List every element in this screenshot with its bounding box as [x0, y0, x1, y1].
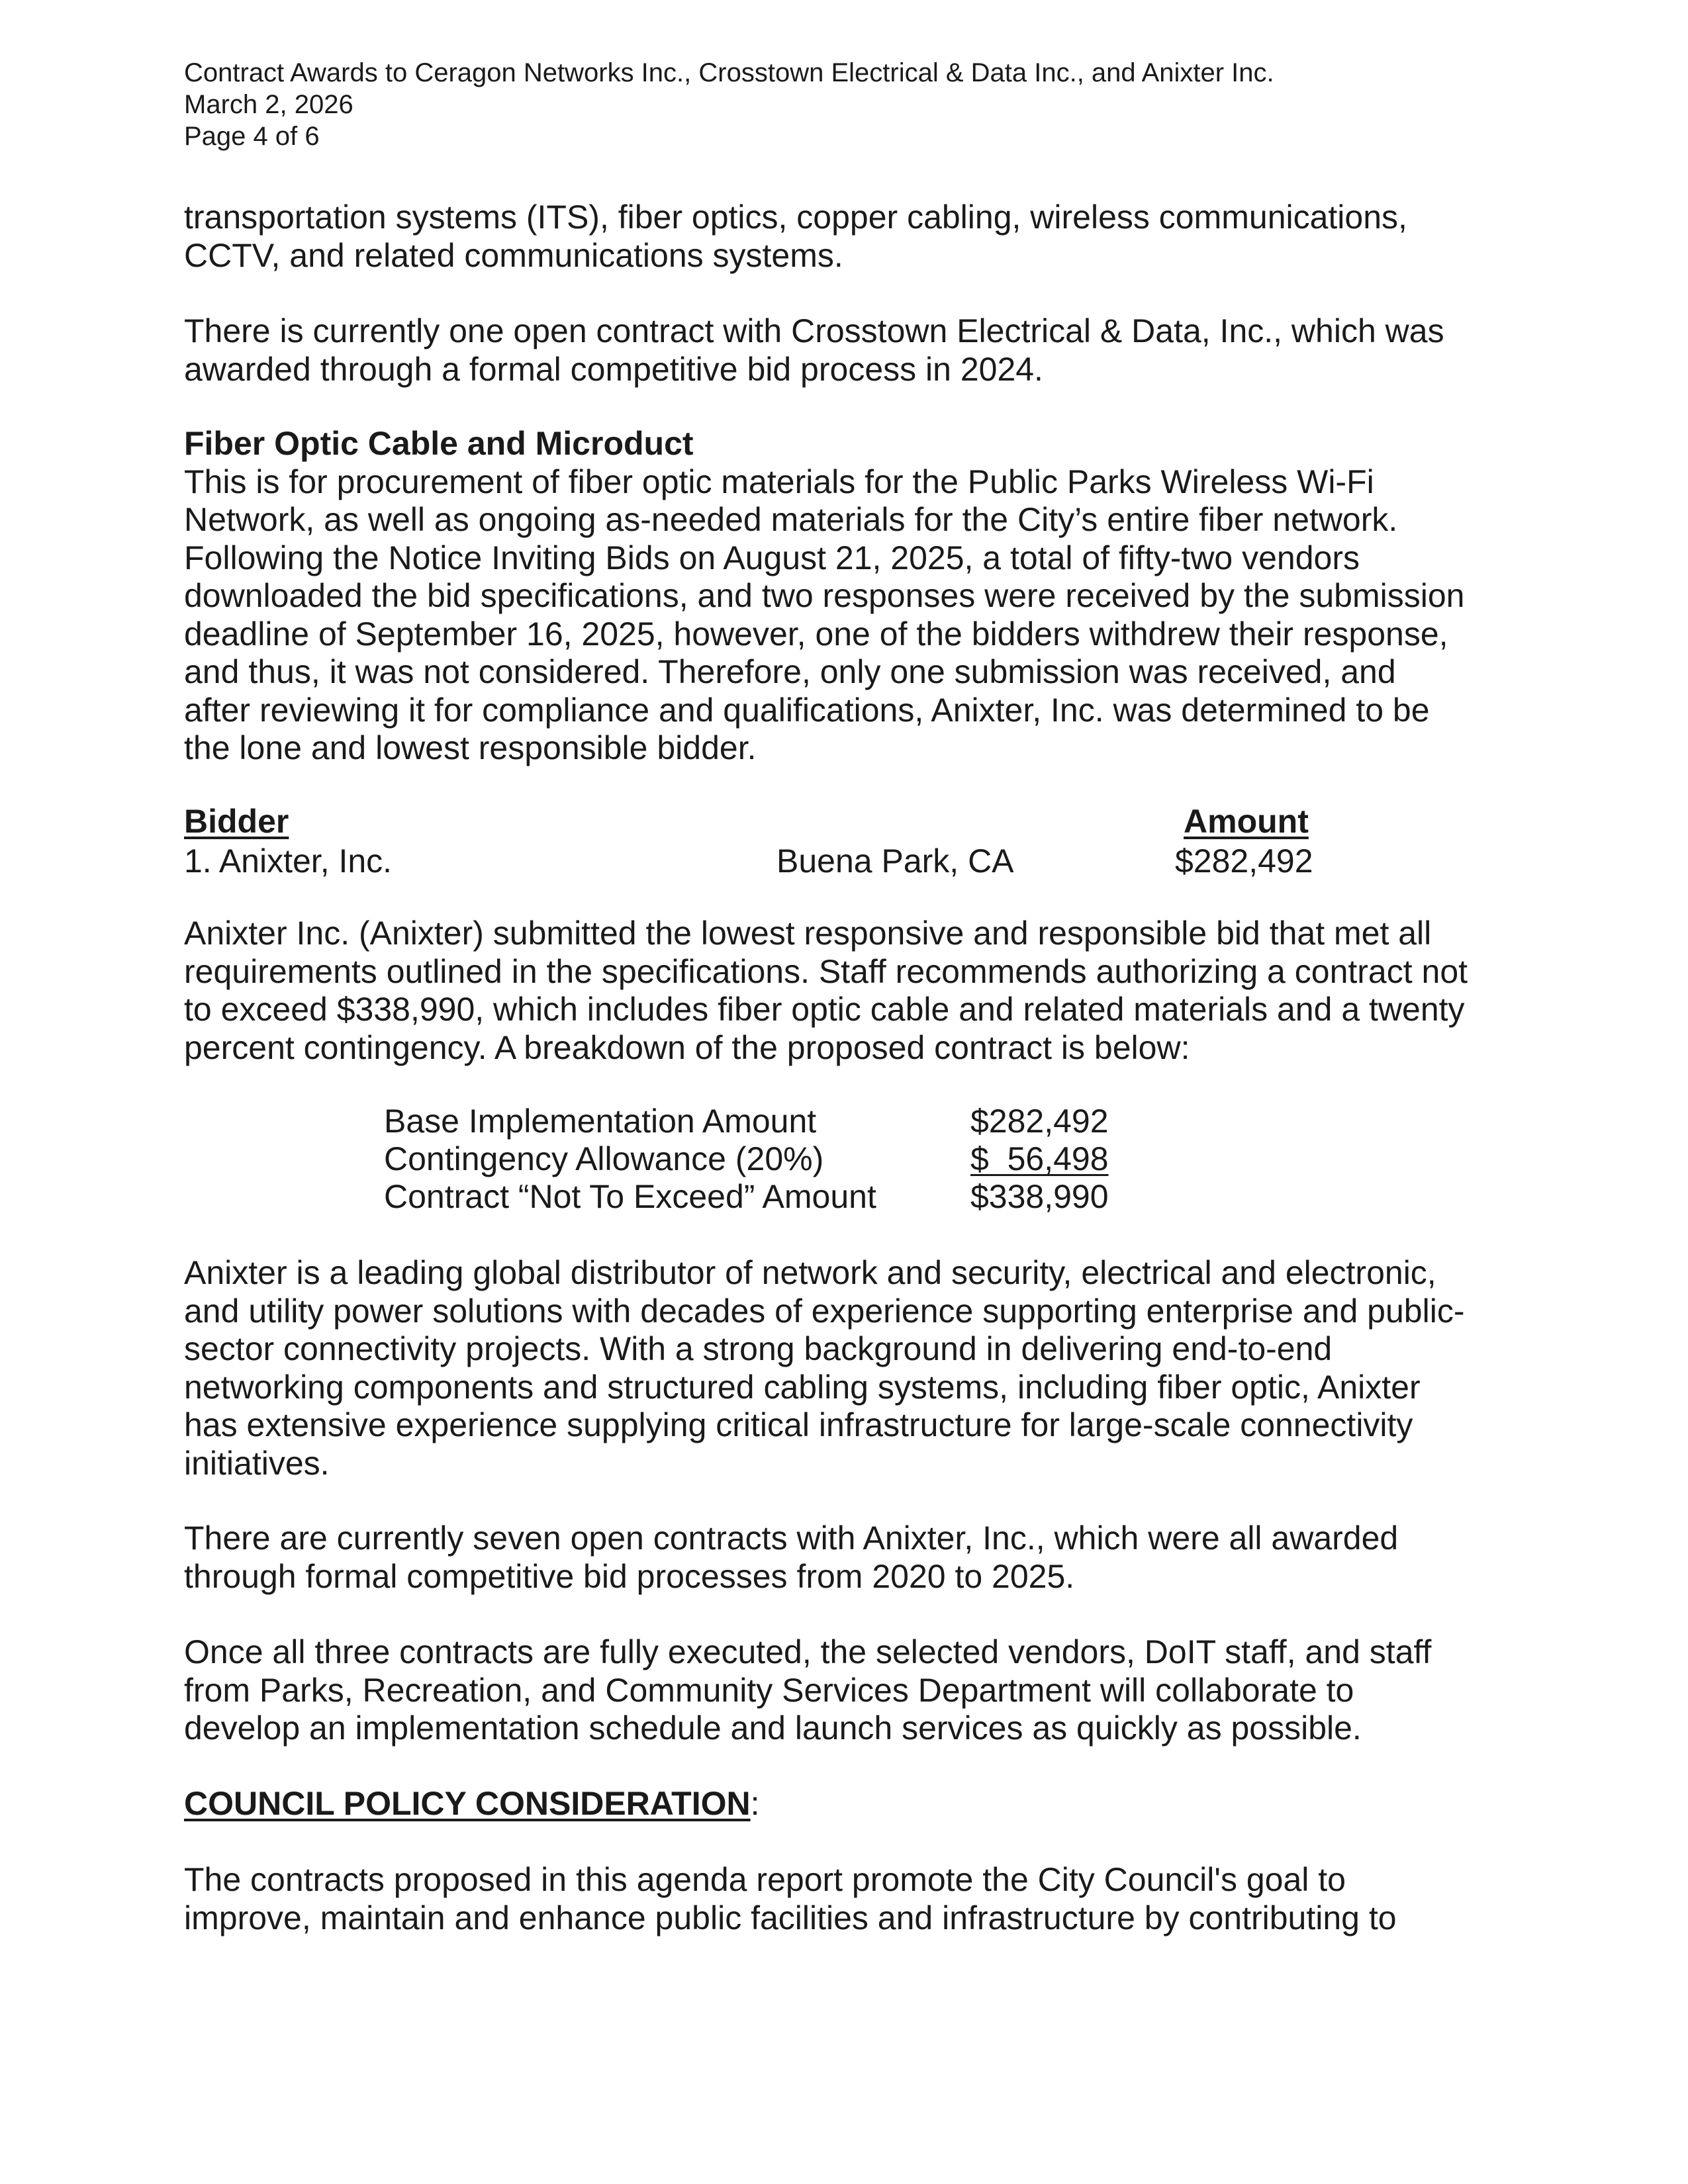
text-line: from Parks, Recreation, and Community Services Department will collaborate to [184, 1671, 1354, 1709]
contract-breakdown [384, 1102, 1178, 1215]
header-page-number: Page 4 of 6 [184, 122, 320, 151]
bid-table-header-amount: Amount [1184, 803, 1309, 840]
text-line: the lone and lowest responsible bidder. [184, 729, 757, 766]
text-line: after reviewing it for compliance and qualifications, Anixter, Inc. was determined to be [184, 691, 1430, 729]
text-line: Anixter Inc. (Anixter) submitted the lowest responsive and responsible bid that met all [184, 915, 1432, 952]
text-line: downloaded the bid specifications, and two responses were received by the submission [184, 577, 1465, 614]
text-line: Network, as well as ongoing as-needed materials for the City’s entire fiber network. [184, 501, 1398, 538]
text-line: to exceed $338,990, which includes fiber optic cable and related materials and a twenty [184, 991, 1465, 1028]
text-line: This is for procurement of fiber optic materials for the Public Parks Wireless Wi-Fi [184, 463, 1374, 500]
header-date: March 2, 2026 [184, 90, 353, 119]
paragraph-recommendation [184, 915, 1508, 1067]
text-line: develop an implementation schedule and launch services as quickly as possible. [184, 1709, 1362, 1747]
text-line: percent contingency. A breakdown of the proposed contract is below: [184, 1028, 1190, 1066]
text-line: Anixter is a leading global distributor of network and security, electrical and electronic, [184, 1254, 1436, 1291]
text-line: through formal competitive bid processes from 2020 to 2025. [184, 1557, 1075, 1595]
text-line: and utility power solutions with decades of experience supporting enterprise and public- [184, 1292, 1465, 1330]
text-line: initiatives. [184, 1444, 330, 1482]
breakdown-nte-label: Contract “Not To Exceed” Amount [384, 1178, 876, 1215]
council-policy-heading-text: COUNCIL POLICY CONSIDERATION [184, 1785, 751, 1822]
breakdown-contingency-label: Contingency Allowance (20%) [384, 1140, 824, 1177]
text-line: Once all three contracts are fully executed, the selected vendors, DoIT staff, and staff [184, 1633, 1432, 1670]
text-line: has extensive experience supplying critical infrastructure for large-scale connectivity [184, 1406, 1413, 1443]
breakdown-nte-value: $338,990 [970, 1178, 1109, 1215]
breakdown-row-base [384, 1102, 1178, 1140]
text-line: sector connectivity projects. With a strong background in delivering end-to-end [184, 1330, 1333, 1367]
paragraph-anixter-profile [184, 1254, 1508, 1482]
text-line: There is currently one open contract with Crosstown Electrical & Data, Inc., which was [184, 312, 1444, 349]
section-heading-council-policy [184, 1785, 1508, 1823]
text-line: improve, maintain and enhance public facilities and infrastructure by contributing to [184, 1899, 1397, 1936]
breakdown-row-not-to-exceed [384, 1177, 1178, 1215]
bid-table-bidder-name: 1. Anixter, Inc. [184, 842, 393, 880]
text-line: Following the Notice Inviting Bids on August 21, 2025, a total of fifty-two vendors [184, 539, 1360, 576]
council-policy-heading-colon: : [750, 1785, 760, 1822]
breakdown-row-contingency [384, 1140, 1178, 1177]
text-line: There are currently seven open contracts with Anixter, Inc., which were all awarded [184, 1520, 1399, 1557]
text-line: The contracts proposed in this agenda report promote the City Council's goal to [184, 1861, 1346, 1898]
bid-table-header-bidder: Bidder [184, 803, 289, 840]
breakdown-base-label: Base Implementation Amount [384, 1103, 817, 1140]
paragraph-anixter-contracts [184, 1520, 1508, 1596]
text-line: and thus, it was not considered. Therefore, only one submission was received, and [184, 653, 1396, 690]
section-fiber-optic [184, 425, 1508, 768]
text-line: transportation systems (ITS), fiber optics, copper cabling, wireless communications, [184, 199, 1407, 236]
section-heading-fiber-optic: Fiber Optic Cable and Microduct [184, 425, 694, 462]
breakdown-contingency-value: $ 56,498 [970, 1140, 1109, 1177]
text-line: deadline of September 16, 2025, however, one of the bidders withdrew their response, [184, 615, 1448, 653]
page-header [184, 57, 1274, 152]
text-line: CCTV, and related communications systems. [184, 236, 843, 274]
bid-table-bid-amount: $282,492 [1175, 842, 1313, 880]
section-council-policy [184, 1785, 1508, 1823]
paragraph-crosstown-contract [184, 312, 1508, 388]
header-title: Contract Awards to Ceragon Networks Inc., Crosstown Electrical & Data Inc., and Anixter Inc. [184, 58, 1274, 87]
text-line: requirements outlined in the specifications. Staff recommends authorizing a contract not [184, 952, 1468, 990]
bid-table [184, 802, 1349, 888]
paragraph-council-policy [184, 1861, 1508, 1937]
paragraph-implementation [184, 1633, 1508, 1748]
bid-table-bidder-location: Buena Park, CA [776, 842, 1014, 880]
text-line: networking components and structured cabling systems, including fiber optic, Anixter [184, 1368, 1421, 1406]
text-line: awarded through a formal competitive bid process in 2024. [184, 350, 1043, 388]
breakdown-base-value: $282,492 [970, 1103, 1109, 1140]
paragraph-its-continuation [184, 199, 1508, 275]
